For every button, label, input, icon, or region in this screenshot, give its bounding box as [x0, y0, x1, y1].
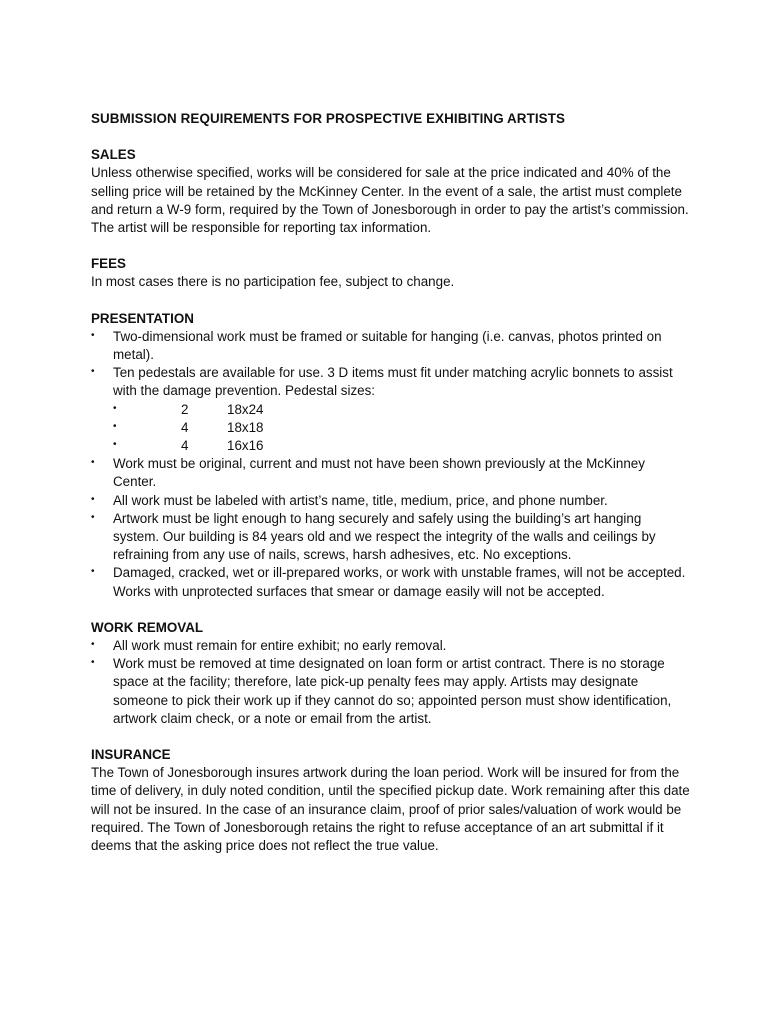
- list-item: [91, 655, 691, 728]
- presentation-heading: PRESENTATION: [91, 310, 194, 326]
- list-item-text: Ten pedestals are available for use. 3 D items must fit under matching acrylic bonnets to assist with the damage prevention. Pedestal sizes:: [113, 365, 673, 399]
- work-removal-heading: WORK REMOVAL: [91, 619, 204, 635]
- list-item-text: All work must be labeled with artist’s name, title, medium, price, and phone number.: [113, 492, 608, 508]
- bullet-icon: •: [113, 439, 117, 451]
- bullet-icon: •: [91, 366, 95, 378]
- pedestal-sizes-list: [113, 401, 691, 456]
- presentation-section: [91, 310, 691, 601]
- list-item: [91, 455, 691, 491]
- pedestal-size: 18x24: [227, 401, 264, 417]
- bullet-icon: •: [113, 420, 117, 432]
- list-item-text: Two-dimensional work must be framed or suitable for hanging (i.e. canvas, photos printed on metal).: [113, 328, 662, 363]
- bullet-icon: •: [91, 493, 95, 505]
- fees-heading: FEES: [91, 256, 126, 272]
- fees-section: [91, 255, 691, 291]
- insurance-section: [91, 746, 691, 855]
- pedestal-size: 16x16: [227, 438, 264, 454]
- pedestal-size-row: [113, 401, 691, 419]
- pedestal-size: 18x18: [227, 419, 264, 435]
- list-item: [91, 510, 691, 565]
- insurance-heading: INSURANCE: [91, 747, 171, 763]
- pedestal-size-row: [113, 437, 691, 455]
- pedestal-qty: 2: [181, 401, 189, 417]
- list-item: [91, 492, 691, 510]
- bullet-icon: •: [91, 329, 95, 341]
- bullet-icon: •: [91, 457, 95, 469]
- sales-heading: SALES: [91, 147, 136, 163]
- work-removal-section: [91, 619, 691, 728]
- bullet-icon: •: [91, 566, 95, 578]
- presentation-list: [91, 328, 691, 601]
- sales-text: Unless otherwise specified, works will be considered for sale at the price indicated and 40% of the selling price will be retained by the McKinney Center. In the event of a sale, the artist must complete and return a W-9 form, required by the Town of Jonesborough in order to pay the artist’s commission. The artist will be responsible for reporting tax information.: [91, 165, 689, 236]
- bullet-icon: •: [113, 402, 117, 414]
- list-item-text: Work must be removed at time designated on loan form or artist contract. There is no storage space at the facility; therefore, late pick-up penalty fees may apply. Artists may designate someone to pick their work up if they cannot do so; appointed person must show identification, artwork claim check, or a note or email from the artist.: [113, 656, 672, 726]
- pedestal-qty: 4: [181, 438, 189, 454]
- pedestal-qty: 4: [181, 419, 189, 435]
- list-item-text: Work must be original, current and must not have been shown previously at the McKinney Center.: [113, 456, 645, 490]
- bullet-icon: •: [91, 657, 95, 669]
- list-item: [91, 637, 691, 655]
- work-removal-list: [91, 637, 691, 728]
- pedestal-size-row: [113, 419, 691, 437]
- list-item: [91, 328, 691, 364]
- document-title: SUBMISSION REQUIREMENTS FOR PROSPECTIVE EXHIBITING ARTISTS: [91, 111, 566, 126]
- sales-section: [91, 146, 691, 237]
- bullet-icon: •: [91, 639, 95, 651]
- list-item-text: Artwork must be light enough to hang securely and safely using the building’s art hanging system. Our building is 84 years old and we respect the integrity of the walls and ceilings by refraining from any use of nails, screws, harsh adhesives, etc. No exceptions.: [113, 510, 656, 563]
- list-item-text: Damaged, cracked, wet or ill-prepared works, or work with unstable frames, will not be accepted. Works with unprotected surfaces that smear or damage easily will not be accepted.: [113, 565, 686, 599]
- fees-text: In most cases there is no participation fee, subject to change.: [91, 274, 455, 290]
- list-item: [91, 364, 691, 455]
- insurance-text: The Town of Jonesborough insures artwork during the loan period. Work will be insured for from the time of delivery, in duly noted condition, until the specified pickup date. Work remaining after this date will not be insured. In the case of an insurance claim, proof of prior sales/valuation of work would be required. The Town of Jonesborough retains the right to refuse acceptance of an art submittal if it deems that the asking price does not reflect the true value.: [91, 765, 690, 854]
- document-page: [91, 110, 691, 873]
- list-item-text: All work must remain for entire exhibit; no early removal.: [113, 638, 447, 654]
- bullet-icon: •: [91, 511, 95, 523]
- list-item: [91, 564, 691, 600]
